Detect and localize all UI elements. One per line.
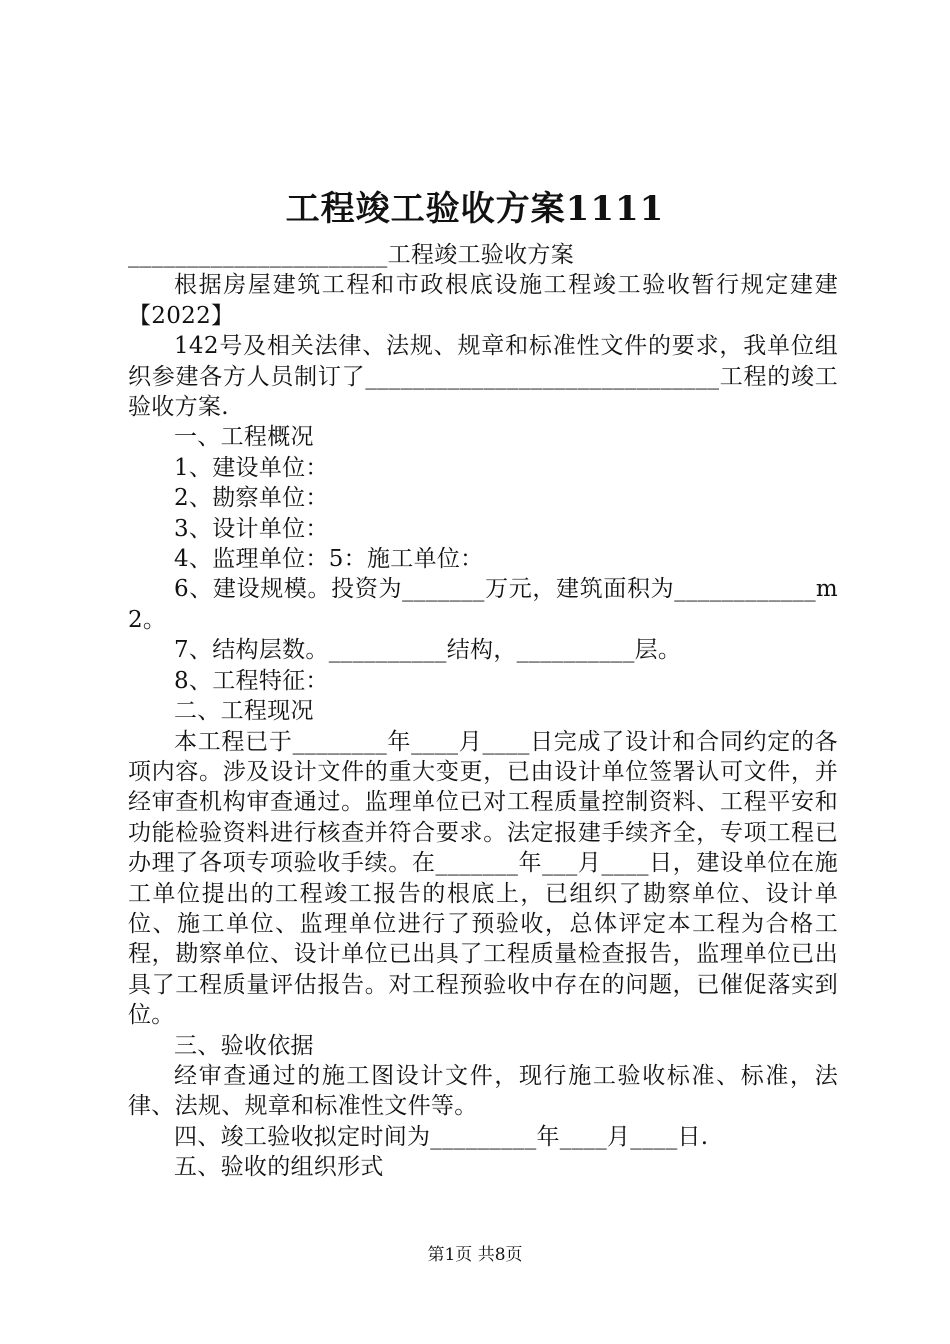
paragraph: 经审查通过的施工图设计文件，现行施工验收标准、标准，法律、法规、规章和标准性文件等。 xyxy=(128,1062,838,1120)
list-item: 3、设计单位： xyxy=(174,515,329,542)
document-subtitle: ______________________工程竣工验收方案 xyxy=(128,242,574,268)
section-heading: 三、验收依据 xyxy=(174,1032,314,1059)
document-title: 工程竣工验收方案1111 xyxy=(285,189,665,229)
list-item: 6、建设规模。投资为_______万元，建筑面积为____________m2。 xyxy=(128,576,838,633)
paragraph: 142号及相关法律、法规、规章和标准性文件的要求，我单位组织参建各方人员制订了______________________________工程的竣工验收方案. xyxy=(128,333,838,421)
list-item: 2、勘察单位： xyxy=(174,485,329,512)
section-heading: 一、工程概况 xyxy=(174,424,314,451)
section-heading: 四、竣工验收拟定时间为_________年____月____日. xyxy=(174,1123,709,1150)
list-item: 7、结构层数。__________结构，__________层。 xyxy=(174,637,682,664)
list-item: 1、建设单位： xyxy=(174,454,329,481)
list-item: 8、工程特征： xyxy=(174,667,329,694)
paragraph: 本工程已于________年____月____日完成了设计和合同约定的各项内容。涉及设计文件的重大变更，已由设计单位签署认可文件，并经审查机构审查通过。监理单位已对工程质量控制资料、工程平安和功能检验资料进行核查并符合要求。法定报建手续齐全，专项工程已办理了各项专项验收手续。在_______年___月____日，建设单位在施工单位提出的工程竣工报告的根底上，已组织了勘察单位、设计单位、施工单位、监理单位进行了预验收，总体评定本工程为合格工程，勘察单位、设计单位已出具了工程质量检查报告，监理单位已出具了工程质量评估报告。对工程预验收中存在的问题，已催促落实到位。 xyxy=(128,728,838,1029)
section-heading: 五、验收的组织形式 xyxy=(174,1154,384,1181)
page-footer: 第1页 共8页 xyxy=(427,1245,523,1265)
section-heading: 二、工程现况 xyxy=(174,698,314,725)
paragraph: 根据房屋建筑工程和市政根底设施工程竣工验收暂行规定建建【2022】 xyxy=(128,272,838,329)
document-body xyxy=(128,240,838,1183)
list-item: 4、监理单位：5：施工单位： xyxy=(174,546,484,573)
